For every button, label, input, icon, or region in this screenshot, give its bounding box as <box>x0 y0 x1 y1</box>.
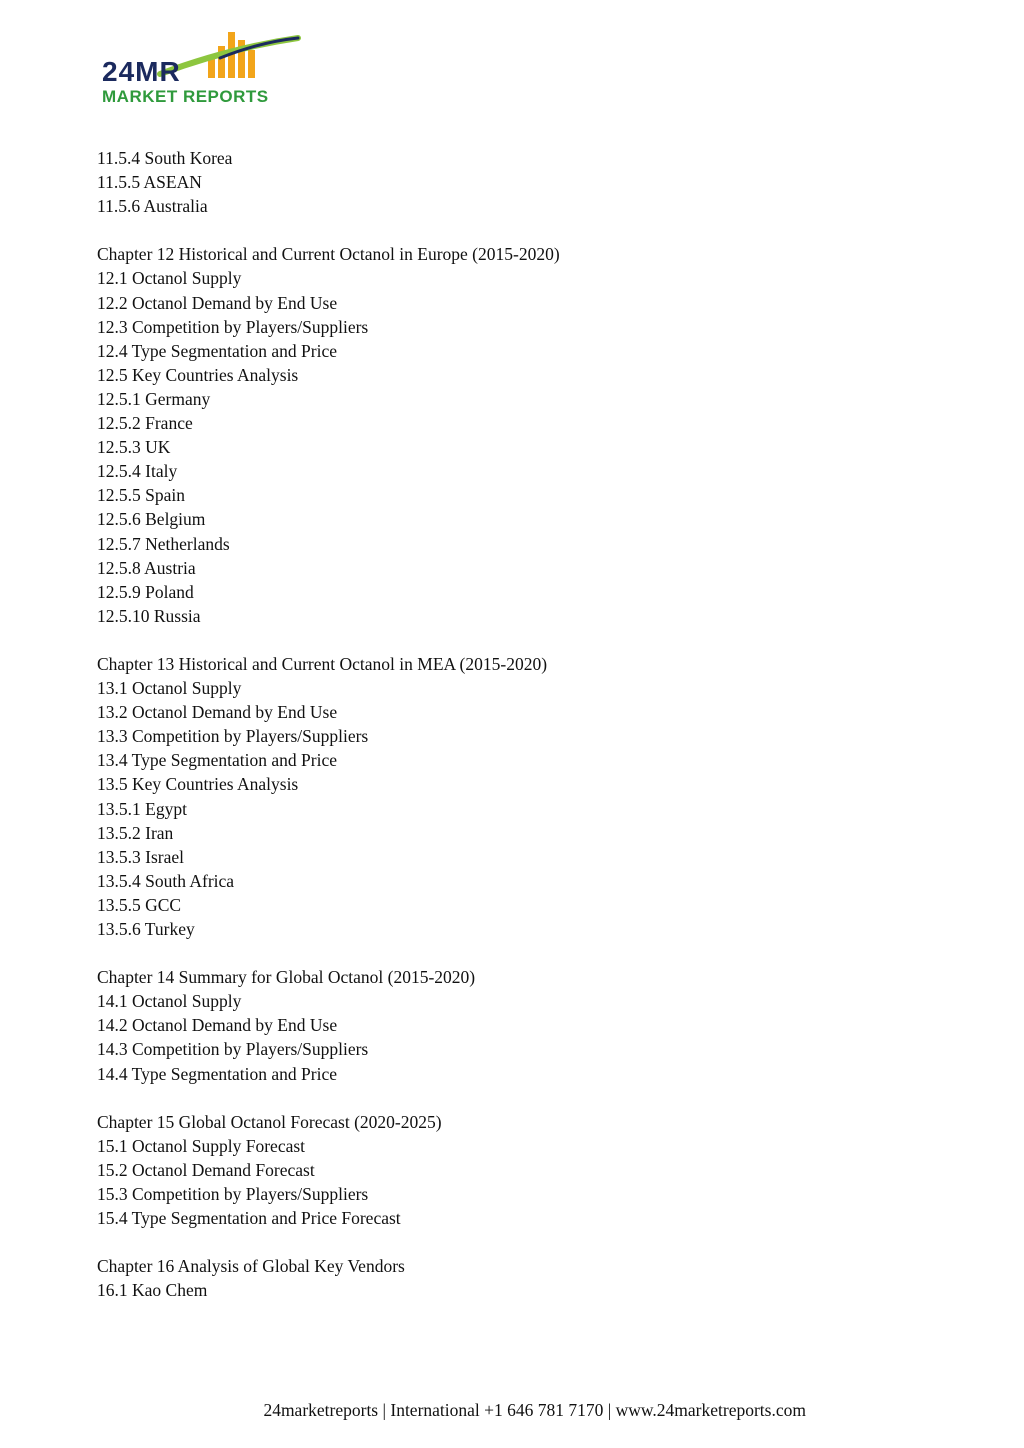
toc-entry: 14.2 Octanol Demand by End Use <box>97 1015 338 1036</box>
toc-entry: 11.5.5 ASEAN <box>97 172 202 193</box>
page-footer: 24marketreports | International +1 646 781 7170 | www.24marketreports.com <box>263 1400 806 1420</box>
toc-entry: 12.5.8 Austria <box>97 557 196 578</box>
toc-entry: 12.1 Octanol Supply <box>97 268 242 289</box>
section-spacer <box>97 628 937 652</box>
logo-brand-bottom: MARKET REPORTS <box>102 87 269 106</box>
chapter-heading: Chapter 12 Historical and Current Octanol in Europe (2015-2020) <box>97 244 560 265</box>
section-spacer <box>97 218 937 242</box>
section-spacer <box>97 1086 937 1110</box>
toc-entry: 12.5.3 UK <box>97 437 171 458</box>
toc-entry: 16.1 Kao Chem <box>97 1280 208 1301</box>
section-spacer <box>97 941 937 965</box>
chapter-heading: Chapter 13 Historical and Current Octanol in MEA (2015-2020) <box>97 653 548 674</box>
toc-entry: 13.2 Octanol Demand by End Use <box>97 702 338 723</box>
toc-entry: 12.5.7 Netherlands <box>97 533 230 554</box>
toc-entry: 13.5 Key Countries Analysis <box>97 774 299 795</box>
toc-entry: 14.1 Octanol Supply <box>97 991 242 1012</box>
toc-entry: 12.5.1 Germany <box>97 388 211 409</box>
toc-entry: 15.1 Octanol Supply Forecast <box>97 1135 306 1156</box>
toc-entry: 12.5.5 Spain <box>97 485 185 506</box>
chapter-heading: Chapter 15 Global Octanol Forecast (2020-2025) <box>97 1111 442 1132</box>
toc-entry: 15.3 Competition by Players/Suppliers <box>97 1184 369 1205</box>
section-spacer <box>97 1230 937 1254</box>
toc-entry: 13.5.5 GCC <box>97 894 182 915</box>
toc-entry: 12.5.2 France <box>97 413 193 434</box>
toc-entry: 13.5.4 South Africa <box>97 870 235 891</box>
toc-entry: 13.5.3 Israel <box>97 846 184 867</box>
toc-entry: 13.5.6 Turkey <box>97 919 195 939</box>
logo-brand-top: 24MR <box>102 56 181 87</box>
toc-entry: 12.5.10 Russia <box>97 605 201 626</box>
toc-entry: 11.5.4 South Korea <box>97 148 233 168</box>
toc-entry: 13.4 Type Segmentation and Price <box>97 750 338 771</box>
toc-entry: 12.5.4 Italy <box>97 461 178 482</box>
toc-entry: 12.4 Type Segmentation and Price <box>97 340 338 361</box>
toc-entry: 12.3 Competition by Players/Suppliers <box>97 316 369 337</box>
toc-entry: 13.1 Octanol Supply <box>97 678 242 699</box>
toc-entry: 13.5.1 Egypt <box>97 798 187 819</box>
chapter-heading: Chapter 16 Analysis of Global Key Vendors <box>97 1256 405 1277</box>
toc-entry: 12.5.9 Poland <box>97 581 194 602</box>
toc-entry: 14.4 Type Segmentation and Price <box>97 1063 338 1084</box>
toc-entry: 15.4 Type Segmentation and Price Forecast <box>97 1208 401 1229</box>
toc-entry: 14.3 Competition by Players/Suppliers <box>97 1039 369 1060</box>
toc-entry: 13.5.2 Iran <box>97 822 174 843</box>
toc-entry: 12.5.6 Belgium <box>97 509 206 530</box>
company-logo <box>100 28 310 108</box>
toc-entry: 12.5 Key Countries Analysis <box>97 364 299 385</box>
toc-entry: 13.3 Competition by Players/Suppliers <box>97 726 369 747</box>
toc-entry: 11.5.6 Australia <box>97 196 208 217</box>
chapter-heading: Chapter 14 Summary for Global Octanol (2015-2020) <box>97 967 476 988</box>
toc-entry: 12.2 Octanol Demand by End Use <box>97 292 338 313</box>
table-of-contents <box>97 146 937 1303</box>
toc-entry: 15.2 Octanol Demand Forecast <box>97 1159 315 1180</box>
